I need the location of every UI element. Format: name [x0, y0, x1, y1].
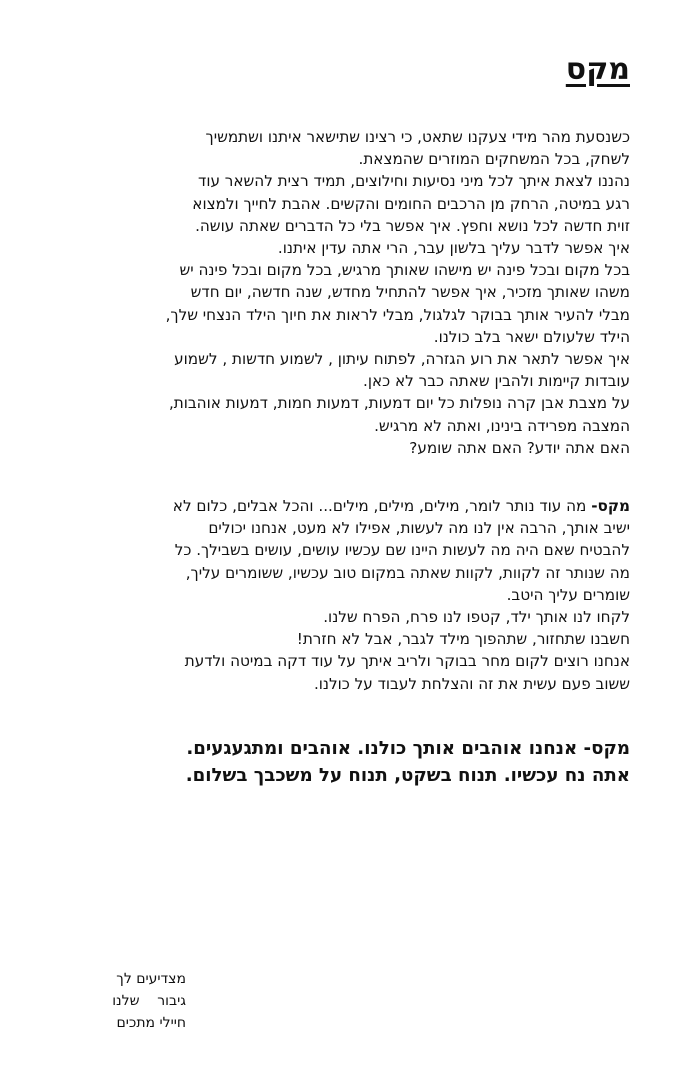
speech-line: שומרים עליך היטב. [506, 585, 630, 604]
intro-line: על מצבת אבן קרה נופלות כל יום דמעות, דמעות חמות, דמעות אוהבות, [168, 394, 630, 413]
speaker-label: מקס- [591, 497, 630, 515]
intro-line: זוית חדשה לכל נושא וחפץ. איך אפשר בלי כל הדברים שאתה עושה. [195, 216, 630, 235]
intro-line: משהו שאותך מזכיר, איך אפשר להתחיל מחדש, שנה חדשה, יום חדש [190, 283, 630, 302]
intro-line: עובדות קיימות ולהבין שאתה כבר לא כאן. [363, 372, 630, 391]
document-title: מקס [565, 52, 630, 87]
intro-line: כשנסעת מהר מידי צעקנו שתאט, כי רצינו שתישאר איתנו ושתמשיך [205, 128, 630, 146]
speech-first-line [50, 495, 630, 517]
intro-line: לשחק, בכל המשחקים המוזרים שהמצאת. [358, 150, 630, 169]
signature-line: חיילי מתכים [116, 1015, 186, 1031]
closing-line: מקס- אנחנו אוהבים אותך כולנו. אוהבים ומתגעגעים. [186, 738, 630, 759]
speech-line: לקחו לנו אותך ילד, קטפו לנו פרח, הפרח שלנו. [323, 608, 630, 627]
intro-section [50, 126, 630, 459]
speech-line: מה שנותר זה לקוות, לקוות שאתה במקום טוב עכשיו, ששומרים עליך, [185, 563, 630, 582]
closing-section [50, 735, 630, 789]
intro-line: הילד שלעולם ישאר בלב כולנו. [433, 327, 630, 346]
intro-line: נהננו לצאת איתך לכל מיני נסיעות וחילוצים, תמיד רצית להשאר עוד [198, 172, 630, 191]
speech-line: חשבנו שתחזור, שתהפוך מילד לגבר, אבל לא חזרת! [296, 630, 630, 649]
speech-section [50, 495, 630, 695]
speech-line: אנחנו רוצים לקום מחר בבוקר ולריב איתך על עוד דקה במיטה ולדעת [184, 652, 630, 671]
intro-line: רגע במיטה, הרחק מן הרכבים החומים והקשים. אהבת לחייך ולמצוא [192, 194, 630, 213]
speech-line: להבטיח שאם היה מה לעשות היינו שם עכשיו עושים, עושים בשבילך. כל [174, 541, 630, 560]
intro-line: האם אתה יודע? האם אתה שומע? [409, 438, 630, 457]
intro-line: מבלי להעיר אותך בבוקר לגלגול, מבלי לראות את חיוך הילד הנצחי שלך, [165, 305, 630, 324]
speech-line: ישיב אותך, הרבה אין לנו מה לעשות, אפילו לא מעט, אנחנו יכולים [208, 519, 630, 538]
speech-line: מה עוד נותר לומר, מילים, מילים, מילים... והכל אבלים, כלום לא [172, 497, 592, 515]
intro-line: איך אפשר לתאר את רוע הגזרה, לפתוח עיתון , לשמוע חדשות , לשמוע [174, 350, 630, 369]
speech-line: ששוב פעם עשית את זה והצלחת לעבוד על כולנו. [313, 674, 630, 693]
signature-block [46, 968, 186, 1034]
intro-line: בכל מקום ובכל פינה יש מישהו שאותך מרגיש, בכל מקום ובכל פינה יש [179, 261, 630, 280]
signature-line: מצדיעים לך [116, 971, 186, 987]
intro-line: המצבה מפרידה בינינו, ואתה לא מרגיש. [374, 416, 630, 435]
intro-line: איך אפשר לדבר עליך בלשון עבר, הרי אתה עדין איתנו. [277, 239, 630, 258]
closing-line: אתה נח עכשיו. תנוח בשקט, תנוח על משכבך בשלום. [185, 765, 630, 786]
signature-line: גיבור שלנו [112, 993, 186, 1009]
